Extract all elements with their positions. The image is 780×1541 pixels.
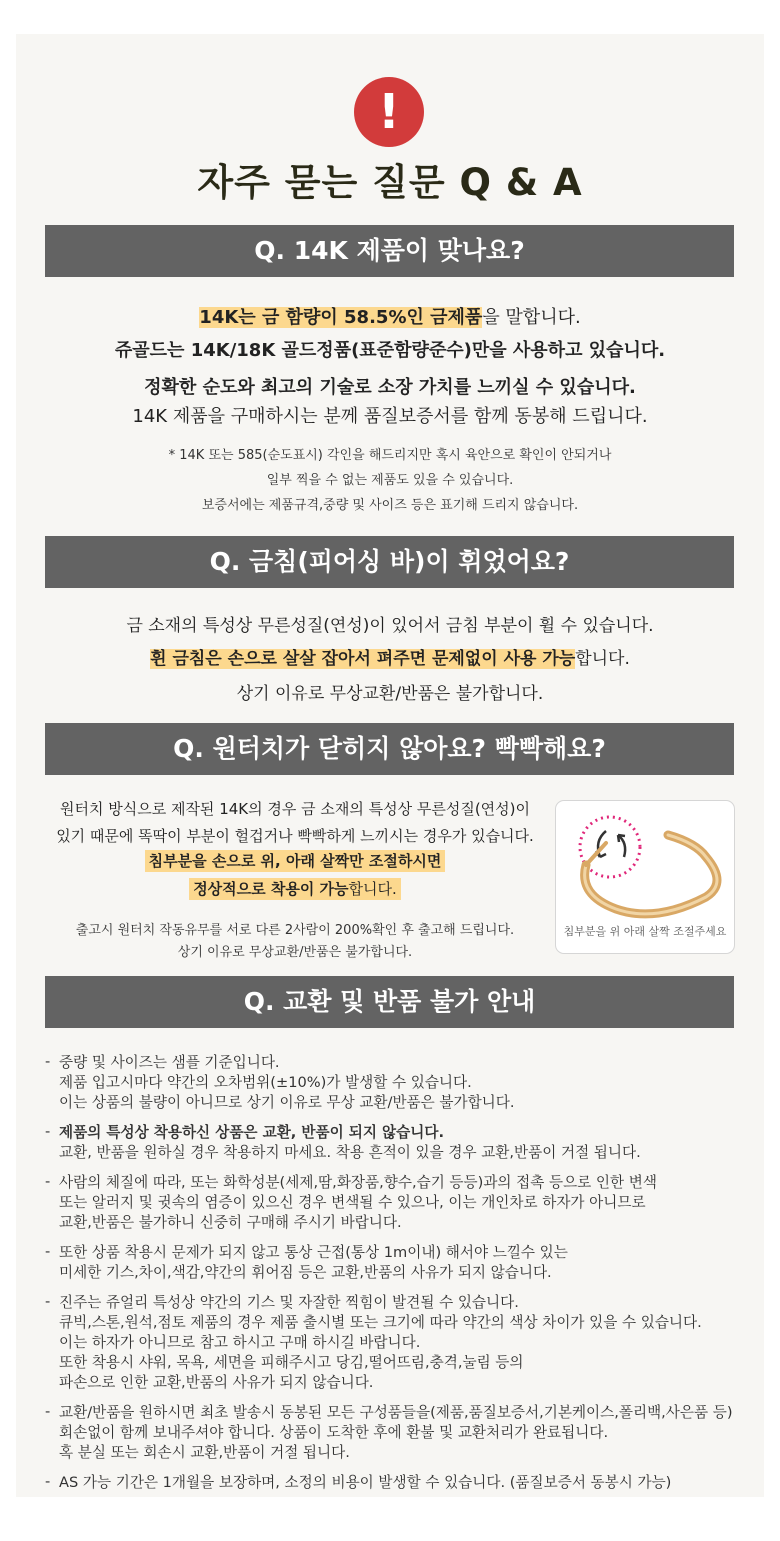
list-item	[45, 1173, 745, 1233]
list-item-body	[59, 1053, 515, 1113]
list-item-line: 교환,반품은 불가하니 신중히 구매해 주시기 바랍니다.	[59, 1214, 402, 1231]
list-item-line: 이는 상품의 불량이 아니므로 상기 이유로 무상 교환/반품은 불가합니다.	[59, 1094, 515, 1111]
list-item-line: 중량 및 사이즈는 샘플 기준입니다.	[59, 1054, 280, 1071]
q1-heading-bar	[45, 225, 734, 277]
list-item-body	[59, 1243, 568, 1283]
q3-highlight-1: 침부분을 손으로 위, 아래 살짝만 조절하시면	[145, 850, 446, 872]
list-item-body	[59, 1473, 671, 1493]
list-item-line: 또한 상품 착용시 문제가 되지 않고 통상 근접(통상 1m이내) 해서야 느낄수 있는	[59, 1244, 568, 1261]
earring-illustration	[556, 801, 734, 921]
q4-heading-bar	[45, 976, 734, 1028]
list-item	[45, 1053, 745, 1113]
list-item-line: 회손없이 함께 보내주셔야 합니다. 상품이 도착한 후에 환불 및 교환처리가 완료됩니다.	[59, 1424, 609, 1441]
q1-heading: Q. 14K 제품이 맞나요?	[254, 236, 525, 265]
list-item-line: 제품 입고시마다 약간의 오차범위(±10%)가 발생할 수 있습니다.	[59, 1074, 472, 1091]
q2-highlight: 휜 금침은 손으로 살살 잡아서 펴주면 문제없이 사용 가능	[150, 649, 576, 669]
q4-heading: Q. 교환 및 반품 불가 안내	[243, 987, 536, 1016]
list-item	[45, 1123, 745, 1163]
q2-line2-rest: 합니다.	[575, 649, 630, 669]
list-item-line: 혹 분실 또는 회손시 교환,반품이 거절 됩니다.	[59, 1444, 350, 1461]
q3-highlight-2: 정상적으로 착용이 가능	[193, 880, 349, 898]
q2-line1: 금 소재의 특성상 무른성질(연성)이 있어서 금침 부분이 휠 수 있습니다.	[126, 616, 654, 636]
q2-line3: 상기 이유로 무상교환/반품은 불가합니다.	[236, 684, 544, 704]
image-caption: 침부분을 위 아래 살짝 조절주세요	[563, 925, 727, 938]
list-item-body	[59, 1293, 702, 1393]
list-bullet: -	[45, 1473, 51, 1490]
list-bullet: -	[45, 1243, 51, 1260]
earring-pin	[586, 843, 606, 865]
list-item-line: 교환, 반품을 원하실 경우 착용하지 마세요. 착용 흔적이 있을 경우 교환,반품이 거절 됩니다.	[59, 1144, 641, 1161]
q3-line4-rest: 합니다.	[348, 880, 397, 898]
policy-list	[45, 1053, 745, 1503]
list-item-body	[59, 1123, 641, 1163]
q3-line1: 원터치 방식으로 제작된 14K의 경우 금 소재의 특성상 무른성질(연성)이	[59, 800, 530, 818]
q1-note1: * 14K 또는 585(순도표시) 각인을 해드리지만 혹시 육안으로 확인이 안되거나	[168, 448, 612, 463]
q3-line5: 출고시 원터치 작동유무를 서로 다른 2사람이 200%확인 후 출고해 드립니다.	[75, 923, 515, 938]
list-item	[45, 1473, 745, 1493]
list-bullet: -	[45, 1123, 51, 1140]
q3-heading-bar	[45, 723, 734, 775]
list-item-line: 제품의 특성상 착용하신 상품은 교환, 반품이 되지 않습니다.	[59, 1124, 444, 1141]
list-bullet: -	[45, 1173, 51, 1190]
list-bullet: -	[45, 1053, 51, 1070]
list-item	[45, 1293, 745, 1393]
list-item	[45, 1403, 745, 1463]
list-item	[45, 1243, 745, 1283]
q1-note3: 보증서에는 제품규격,중량 및 사이즈 등은 표기해 드리지 않습니다.	[201, 498, 579, 513]
q2-line2	[0, 644, 780, 669]
list-item-line: AS 가능 기간은 1개월을 보장하며, 소정의 비용이 발생할 수 있습니다. (품질보증서 동봉시 가능)	[59, 1474, 672, 1491]
list-item-line: 미세한 기스,차이,색감,약간의 휘어짐 등은 교환,반품의 사유가 되지 않습니다.	[59, 1264, 552, 1281]
list-bullet: -	[45, 1293, 51, 1310]
list-item-body	[59, 1173, 657, 1233]
q1-line3: 정확한 순도와 최고의 기술로 소장 가치를 느끼실 수 있습니다.	[144, 377, 636, 398]
q3-line4	[45, 878, 545, 899]
list-item-line: 큐빅,스톤,원석,점토 제품의 경우 제품 출시별 또는 크기에 따라 약간의 색상 차이가 있을 수 있습니다.	[59, 1314, 702, 1331]
exclamation-icon: !	[354, 77, 424, 147]
list-bullet: -	[45, 1403, 51, 1420]
list-item-line: 파손으로 인한 교환,반품의 사유가 되지 않습니다.	[59, 1374, 374, 1391]
list-item-line: 교환/반품을 원하시면 최초 발송시 동봉된 모든 구성품들을(제품,품질보증서,기본케이스,폴리백,사은품 등)	[59, 1404, 733, 1421]
q1-line1	[0, 303, 780, 329]
q3-highlight-2-wrap	[189, 878, 401, 900]
list-item-line: 진주는 쥬얼리 특성상 약간의 기스 및 자잘한 찍힘이 발견될 수 있습니다.	[59, 1294, 519, 1311]
q2-heading: Q. 금침(피어싱 바)이 휘었어요?	[209, 547, 570, 576]
q3-line2: 있기 때문에 똑딱이 부분이 헐겁거나 빡빡하게 느끼시는 경우가 있습니다.	[56, 827, 534, 845]
earring-image-box	[555, 800, 735, 954]
q1-highlight: 14K는 금 함량이 58.5%인 금제품	[199, 307, 483, 328]
page-title: 자주 묻는 질문 Q & A	[197, 161, 583, 204]
list-item-line: 사람의 체질에 따라, 또는 화학성분(세제,땀,화장품,향수,습기 등등)과의 접촉 등으로 인한 변색	[59, 1174, 657, 1191]
q1-line1-rest: 을 말합니다.	[482, 307, 581, 328]
q3-line6: 상기 이유로 무상교환/반품은 불가합니다.	[177, 945, 413, 960]
q3-line3	[45, 850, 545, 871]
q1-note2: 일부 찍을 수 없는 제품도 있을 수 있습니다.	[266, 473, 514, 488]
q1-line2: 쥬골드는 14K/18K 골드정품(표준함량준수)만을 사용하고 있습니다.	[114, 340, 666, 361]
q2-heading-bar	[45, 536, 734, 588]
list-item-body	[59, 1403, 733, 1463]
list-item-line: 이는 하자가 아니므로 참고 하시고 구매 하시길 바랍니다.	[59, 1334, 421, 1351]
q1-line4: 14K 제품을 구매하시는 분께 품질보증서를 함께 동봉해 드립니다.	[132, 406, 648, 427]
q3-heading: Q. 원터치가 닫히지 않아요? 빡빡해요?	[173, 734, 606, 763]
list-item-line: 또는 알러지 및 귓속의 염증이 있으신 경우 변색될 수 있으나, 이는 개인차로 하자가 아니므로	[59, 1194, 646, 1211]
list-item-line: 또한 착용시 샤워, 목욕, 세면을 피해주시고 당김,떨어뜨림,충격,눌림 등의	[59, 1354, 524, 1371]
